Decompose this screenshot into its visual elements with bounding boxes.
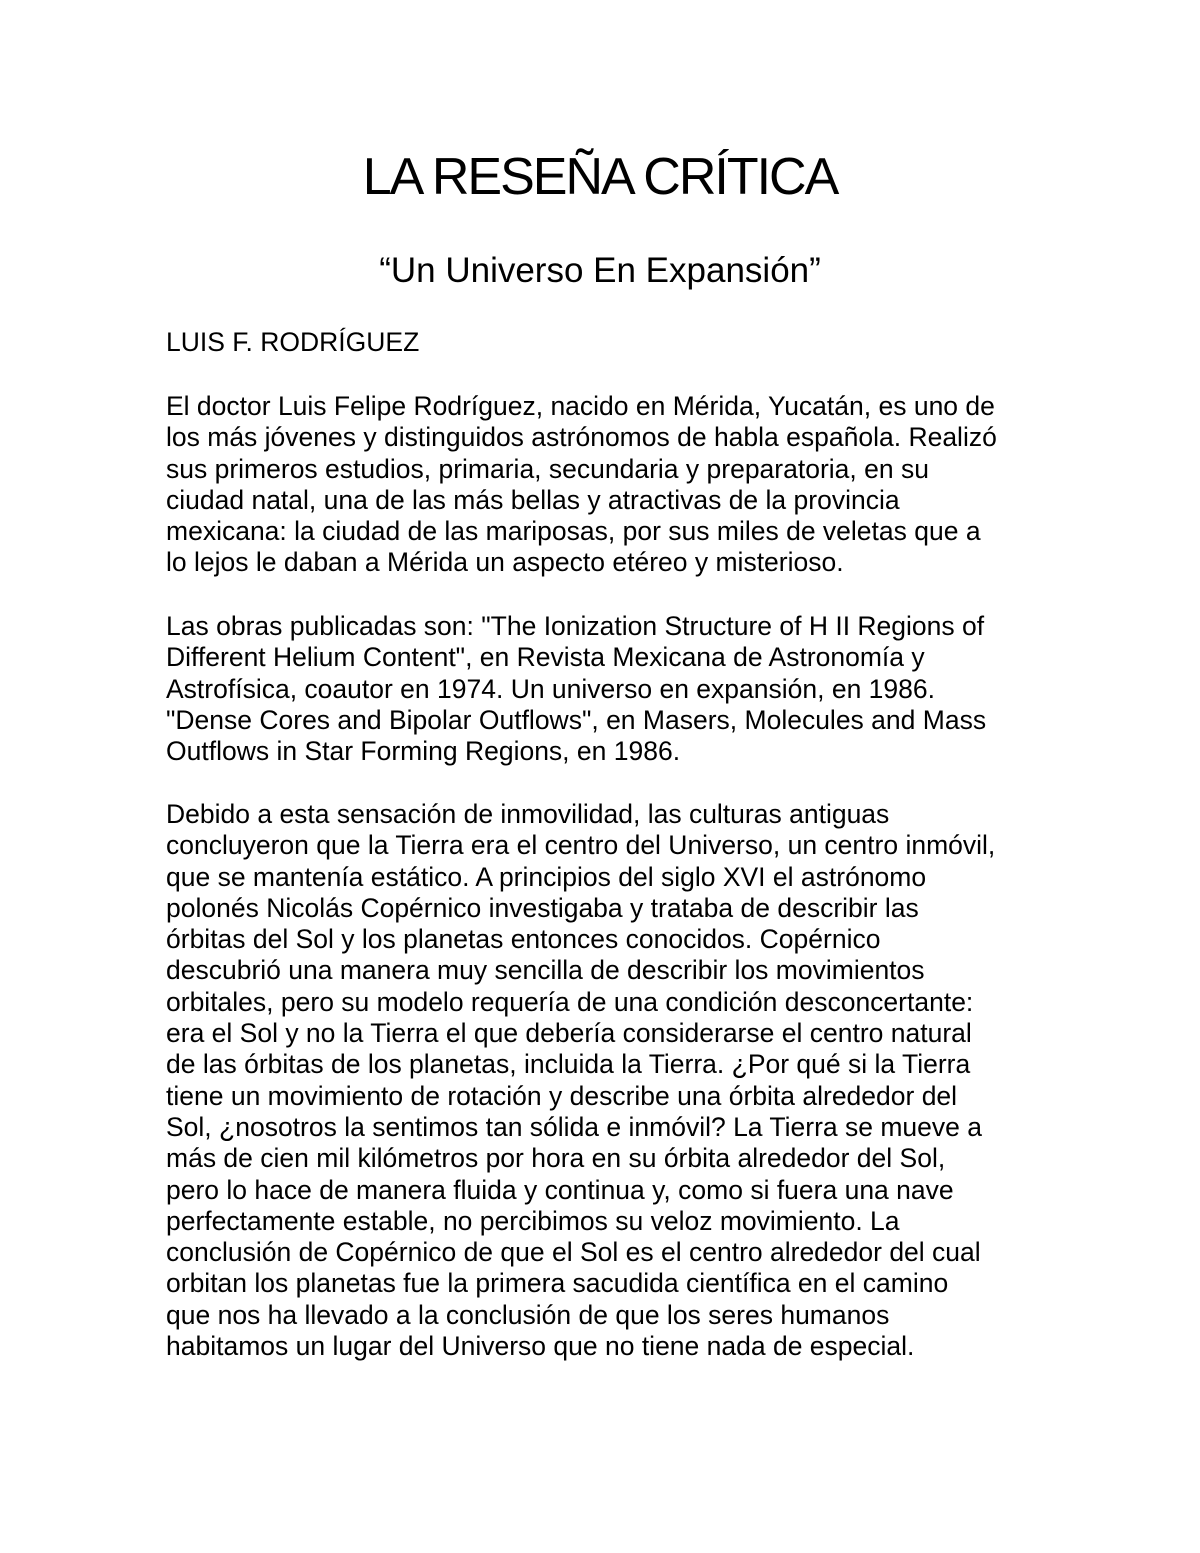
paragraph-copernicus bbox=[166, 799, 1046, 1362]
paragraph-line: Debido a esta sensación de inmovilidad, las culturas antiguas bbox=[166, 799, 890, 829]
paragraph-line: mexicana: la ciudad de las mariposas, por sus miles de veletas que a bbox=[166, 516, 981, 547]
paragraph-line: ciudad natal, una de las más bellas y atractivas de la provincia bbox=[166, 484, 900, 515]
paragraph-line: Astrofísica, coautor en 1974. Un universo en expansión, en 1986. bbox=[166, 673, 935, 704]
author-name: LUIS F. RODRÍGUEZ bbox=[166, 327, 420, 357]
paragraph-line: concluyeron que la Tierra era el centro del Universo, un centro inmóvil, bbox=[166, 830, 996, 861]
document-title: LA RESEÑA CRÍTICA bbox=[362, 148, 838, 206]
paragraph-line: órbitas del Sol y los planetas entonces conocidos. Copérnico bbox=[166, 924, 881, 955]
paragraph-line: más de cien mil kilómetros por hora en su órbita alrededor del Sol, bbox=[166, 1143, 946, 1174]
paragraph-line: orbitales, pero su modelo requería de una condición desconcertante: bbox=[166, 986, 974, 1017]
paragraph-line: El doctor Luis Felipe Rodríguez, nacido en Mérida, Yucatán, es uno de bbox=[166, 391, 995, 421]
paragraph-line: perfectamente estable, no percibimos su veloz movimiento. La bbox=[166, 1205, 900, 1236]
document-subtitle: “Un Universo En Expansión” bbox=[379, 251, 821, 290]
paragraph-line: Sol, ¿nosotros la sentimos tan sólida e inmóvil? La Tierra se mueve a bbox=[166, 1111, 983, 1142]
paragraph-line: habitamos un lugar del Universo que no tiene nada de especial. bbox=[166, 1331, 915, 1362]
paragraph-line: lo lejos le daban a Mérida un aspecto etéreo y misterioso. bbox=[166, 547, 844, 578]
paragraph-line: era el Sol y no la Tierra el que debería considerarse el centro natural bbox=[166, 1018, 972, 1049]
paragraph-line: polonés Nicolás Copérnico investigaba y trataba de describir las bbox=[166, 892, 919, 923]
paragraph-line: que se mantenía estático. A principios del siglo XVI el astrónomo bbox=[166, 861, 927, 892]
paragraph-line: "Dense Cores and Bipolar Outflows", en Masers, Molecules and Mass bbox=[166, 704, 987, 735]
paragraph-line: Las obras publicadas son: "The Ionization Structure of H II Regions of bbox=[166, 611, 985, 641]
paragraph-biography bbox=[166, 391, 1046, 579]
paragraph-line: Outflows in Star Forming Regions, en 1986. bbox=[166, 736, 681, 767]
paragraph-publications bbox=[166, 611, 1046, 767]
paragraph-line: sus primeros estudios, primaria, secundaria y preparatoria, en su bbox=[166, 453, 929, 484]
paragraph-line: Different Helium Content", en Revista Mexicana de Astronomía y bbox=[166, 642, 925, 673]
paragraph-line: de las órbitas de los planetas, incluida la Tierra. ¿Por qué si la Tierra bbox=[166, 1049, 971, 1080]
paragraph-line: que nos ha llevado a la conclusión de que los seres humanos bbox=[166, 1299, 890, 1330]
paragraph-line: conclusión de Copérnico de que el Sol es el centro alrededor del cual bbox=[166, 1237, 981, 1268]
paragraph-line: los más jóvenes y distinguidos astrónomos de habla española. Realizó bbox=[166, 422, 997, 453]
paragraph-line: pero lo hace de manera fluida y continua y, como si fuera una nave bbox=[166, 1174, 954, 1205]
paragraph-line: orbitan los planetas fue la primera sacudida científica en el camino bbox=[166, 1268, 949, 1299]
paragraph-line: descubrió una manera muy sencilla de describir los movimientos bbox=[166, 955, 925, 986]
paragraph-line: tiene un movimiento de rotación y describe una órbita alrededor del bbox=[166, 1080, 958, 1111]
